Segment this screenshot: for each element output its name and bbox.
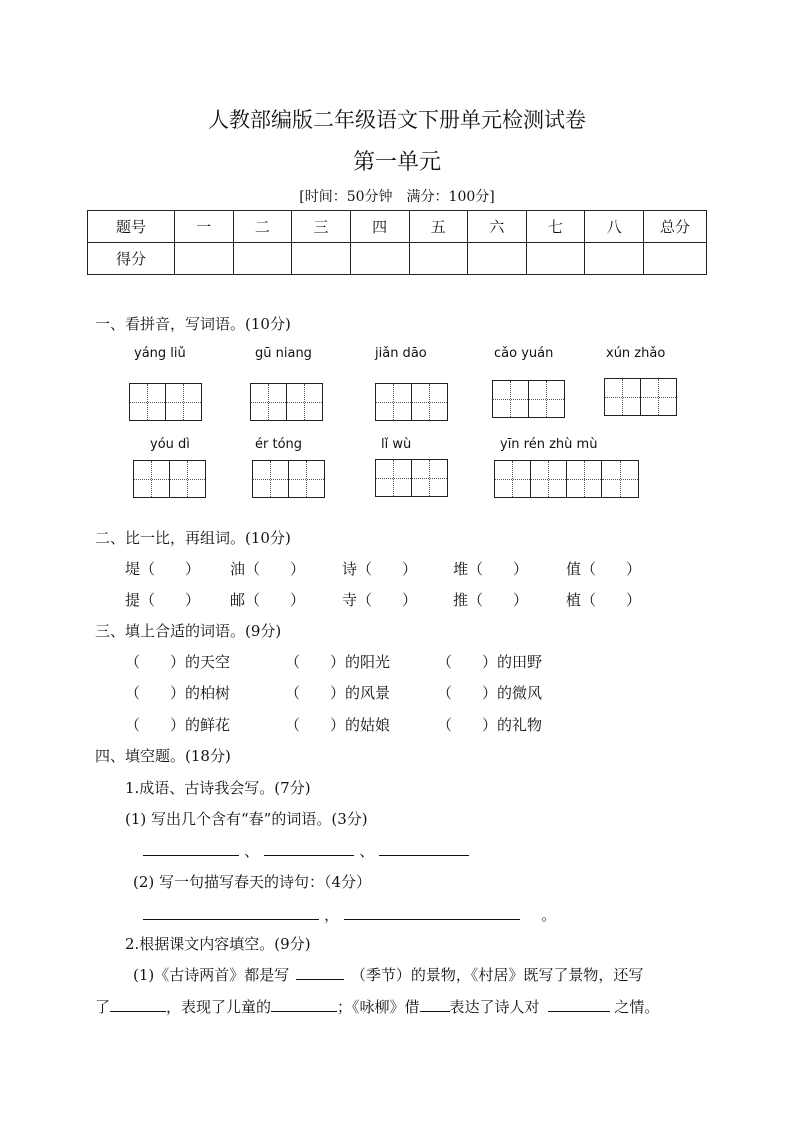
separator: 、	[359, 842, 375, 860]
fill-word-item[interactable]: （ ）的风景	[285, 684, 391, 702]
word-pair-item[interactable]: 堆（ ）	[453, 560, 529, 578]
fill-word-item[interactable]: （ ）的天空	[125, 653, 231, 671]
word-pair-item[interactable]: 油（ ）	[230, 560, 306, 578]
poem-line	[143, 904, 556, 925]
score-header-cell: 三	[292, 211, 351, 243]
separator: 。	[541, 906, 557, 924]
section3-heading: 三、填上合适的词语。(9分)	[95, 622, 282, 640]
answer-blank[interactable]	[143, 918, 319, 920]
answer-blank[interactable]	[296, 978, 344, 980]
score-header-cell: 七	[526, 211, 585, 243]
answer-blank[interactable]	[344, 918, 520, 920]
score-input-cell[interactable]	[644, 243, 707, 275]
score-header-cell: 四	[350, 211, 409, 243]
word-pair-item[interactable]: 值（ ）	[566, 560, 642, 578]
fill-word-item[interactable]: （ ）的阳光	[285, 653, 391, 671]
writing-grid[interactable]	[494, 460, 639, 498]
score-input-cell[interactable]	[292, 243, 351, 275]
answer-blank[interactable]	[420, 1010, 450, 1012]
separator: ，	[324, 906, 340, 924]
word-pair-item[interactable]: 植（ ）	[566, 591, 642, 609]
score-header-cell: 一	[175, 211, 234, 243]
score-row-label: 得分	[88, 243, 175, 275]
question-2-line1	[133, 964, 643, 985]
score-input-cell[interactable]	[468, 243, 527, 275]
question-2-text: 之情。	[614, 998, 660, 1016]
score-header-cell: 题号	[88, 211, 175, 243]
section2-heading: 二、比一比，再组词。(10分)	[95, 529, 291, 547]
word-pair-item[interactable]: 堤（ ）	[125, 560, 201, 578]
section1-heading: 一、看拼音，写词语。(10分)	[95, 315, 291, 333]
question-1-2: (2) 写一句描写春天的诗句：（4分）	[133, 873, 372, 891]
writing-grid[interactable]	[252, 460, 325, 498]
fill-word-item[interactable]: （ ）的微风	[437, 684, 543, 702]
score-input-cell[interactable]	[526, 243, 585, 275]
answer-blank[interactable]	[548, 1010, 610, 1012]
writing-grid[interactable]	[375, 459, 448, 497]
separator: 、	[244, 842, 260, 860]
writing-grid[interactable]	[375, 383, 448, 421]
score-input-cell[interactable]	[350, 243, 409, 275]
pinyin-label: cǎo yuán	[494, 346, 554, 361]
score-header-cell: 二	[233, 211, 292, 243]
page-title: 人教部编版二年级语文下册单元检测试卷	[208, 108, 586, 132]
pinyin-label: yóu dì	[150, 437, 190, 452]
pinyin-label: xún zhǎo	[606, 346, 666, 361]
pinyin-label: yīn rén zhù mù	[500, 437, 598, 452]
pinyin-label: lǐ wù	[381, 437, 412, 452]
score-table	[87, 210, 707, 275]
writing-grid[interactable]	[492, 380, 565, 418]
exam-meta: [时间：50分钟 满分：100分]	[299, 189, 495, 205]
writing-grid[interactable]	[133, 460, 206, 498]
fill-word-item[interactable]: （ ）的田野	[437, 653, 543, 671]
fill-word-item[interactable]: （ ）的鲜花	[125, 716, 231, 734]
question-2-text: ；《咏柳》借	[337, 998, 420, 1016]
word-pair-item[interactable]: 寺（ ）	[342, 591, 418, 609]
pinyin-label: yáng liǔ	[134, 346, 186, 361]
score-header-cell: 八	[585, 211, 644, 243]
word-pair-item[interactable]: 诗（ ）	[342, 560, 418, 578]
pinyin-label: jiǎn dāo	[375, 346, 427, 361]
question-2-text: 了	[95, 998, 111, 1016]
word-pair-item[interactable]: 推（ ）	[453, 591, 529, 609]
writing-grid[interactable]	[250, 383, 323, 421]
pinyin-label: ér tóng	[255, 437, 303, 452]
question-2-text: 表达了诗人对	[449, 998, 540, 1016]
score-input-cell[interactable]	[233, 243, 292, 275]
answer-blank[interactable]	[379, 854, 469, 856]
section4-heading: 四、填空题。(18分)	[95, 747, 231, 765]
answer-blank[interactable]	[110, 1010, 166, 1012]
fill-word-item[interactable]: （ ）的姑娘	[285, 716, 391, 734]
answer-blank[interactable]	[143, 854, 239, 856]
answer-blank[interactable]	[271, 1010, 337, 1012]
fill-word-item[interactable]: （ ）的柏树	[125, 684, 231, 702]
pinyin-label: gū niang	[255, 346, 312, 361]
score-header-cell: 五	[409, 211, 468, 243]
score-input-cell[interactable]	[409, 243, 468, 275]
question-2-text: ，表现了儿童的	[166, 998, 272, 1016]
score-input-cell[interactable]	[585, 243, 644, 275]
score-table-score-row	[88, 243, 707, 275]
question-1-title: 1.成语、古诗我会写。(7分)	[125, 779, 311, 797]
score-table-header-row	[88, 211, 707, 243]
writing-grid[interactable]	[129, 383, 202, 421]
word-pair-item[interactable]: 提（ ）	[125, 591, 201, 609]
score-header-cell: 总分	[644, 211, 707, 243]
score-header-cell: 六	[468, 211, 527, 243]
question-2-title: 2.根据课文内容填空。(9分)	[125, 935, 311, 953]
answer-blank[interactable]	[264, 854, 354, 856]
question-1-1: (1) 写出几个含有“春”的词语。(3分)	[125, 810, 368, 828]
word-pair-item[interactable]: 邮（ ）	[230, 591, 306, 609]
fill-word-item[interactable]: （ ）的礼物	[437, 716, 543, 734]
question-2-line2	[95, 996, 659, 1017]
unit-subtitle: 第一单元	[352, 150, 441, 175]
spring-words-line	[143, 840, 469, 861]
question-2-text: (1)《古诗两首》都是写	[133, 966, 290, 984]
question-2-text: （季节）的景物，《村居》既写了景物，还写	[350, 966, 644, 984]
writing-grid[interactable]	[604, 378, 677, 416]
score-input-cell[interactable]	[175, 243, 234, 275]
